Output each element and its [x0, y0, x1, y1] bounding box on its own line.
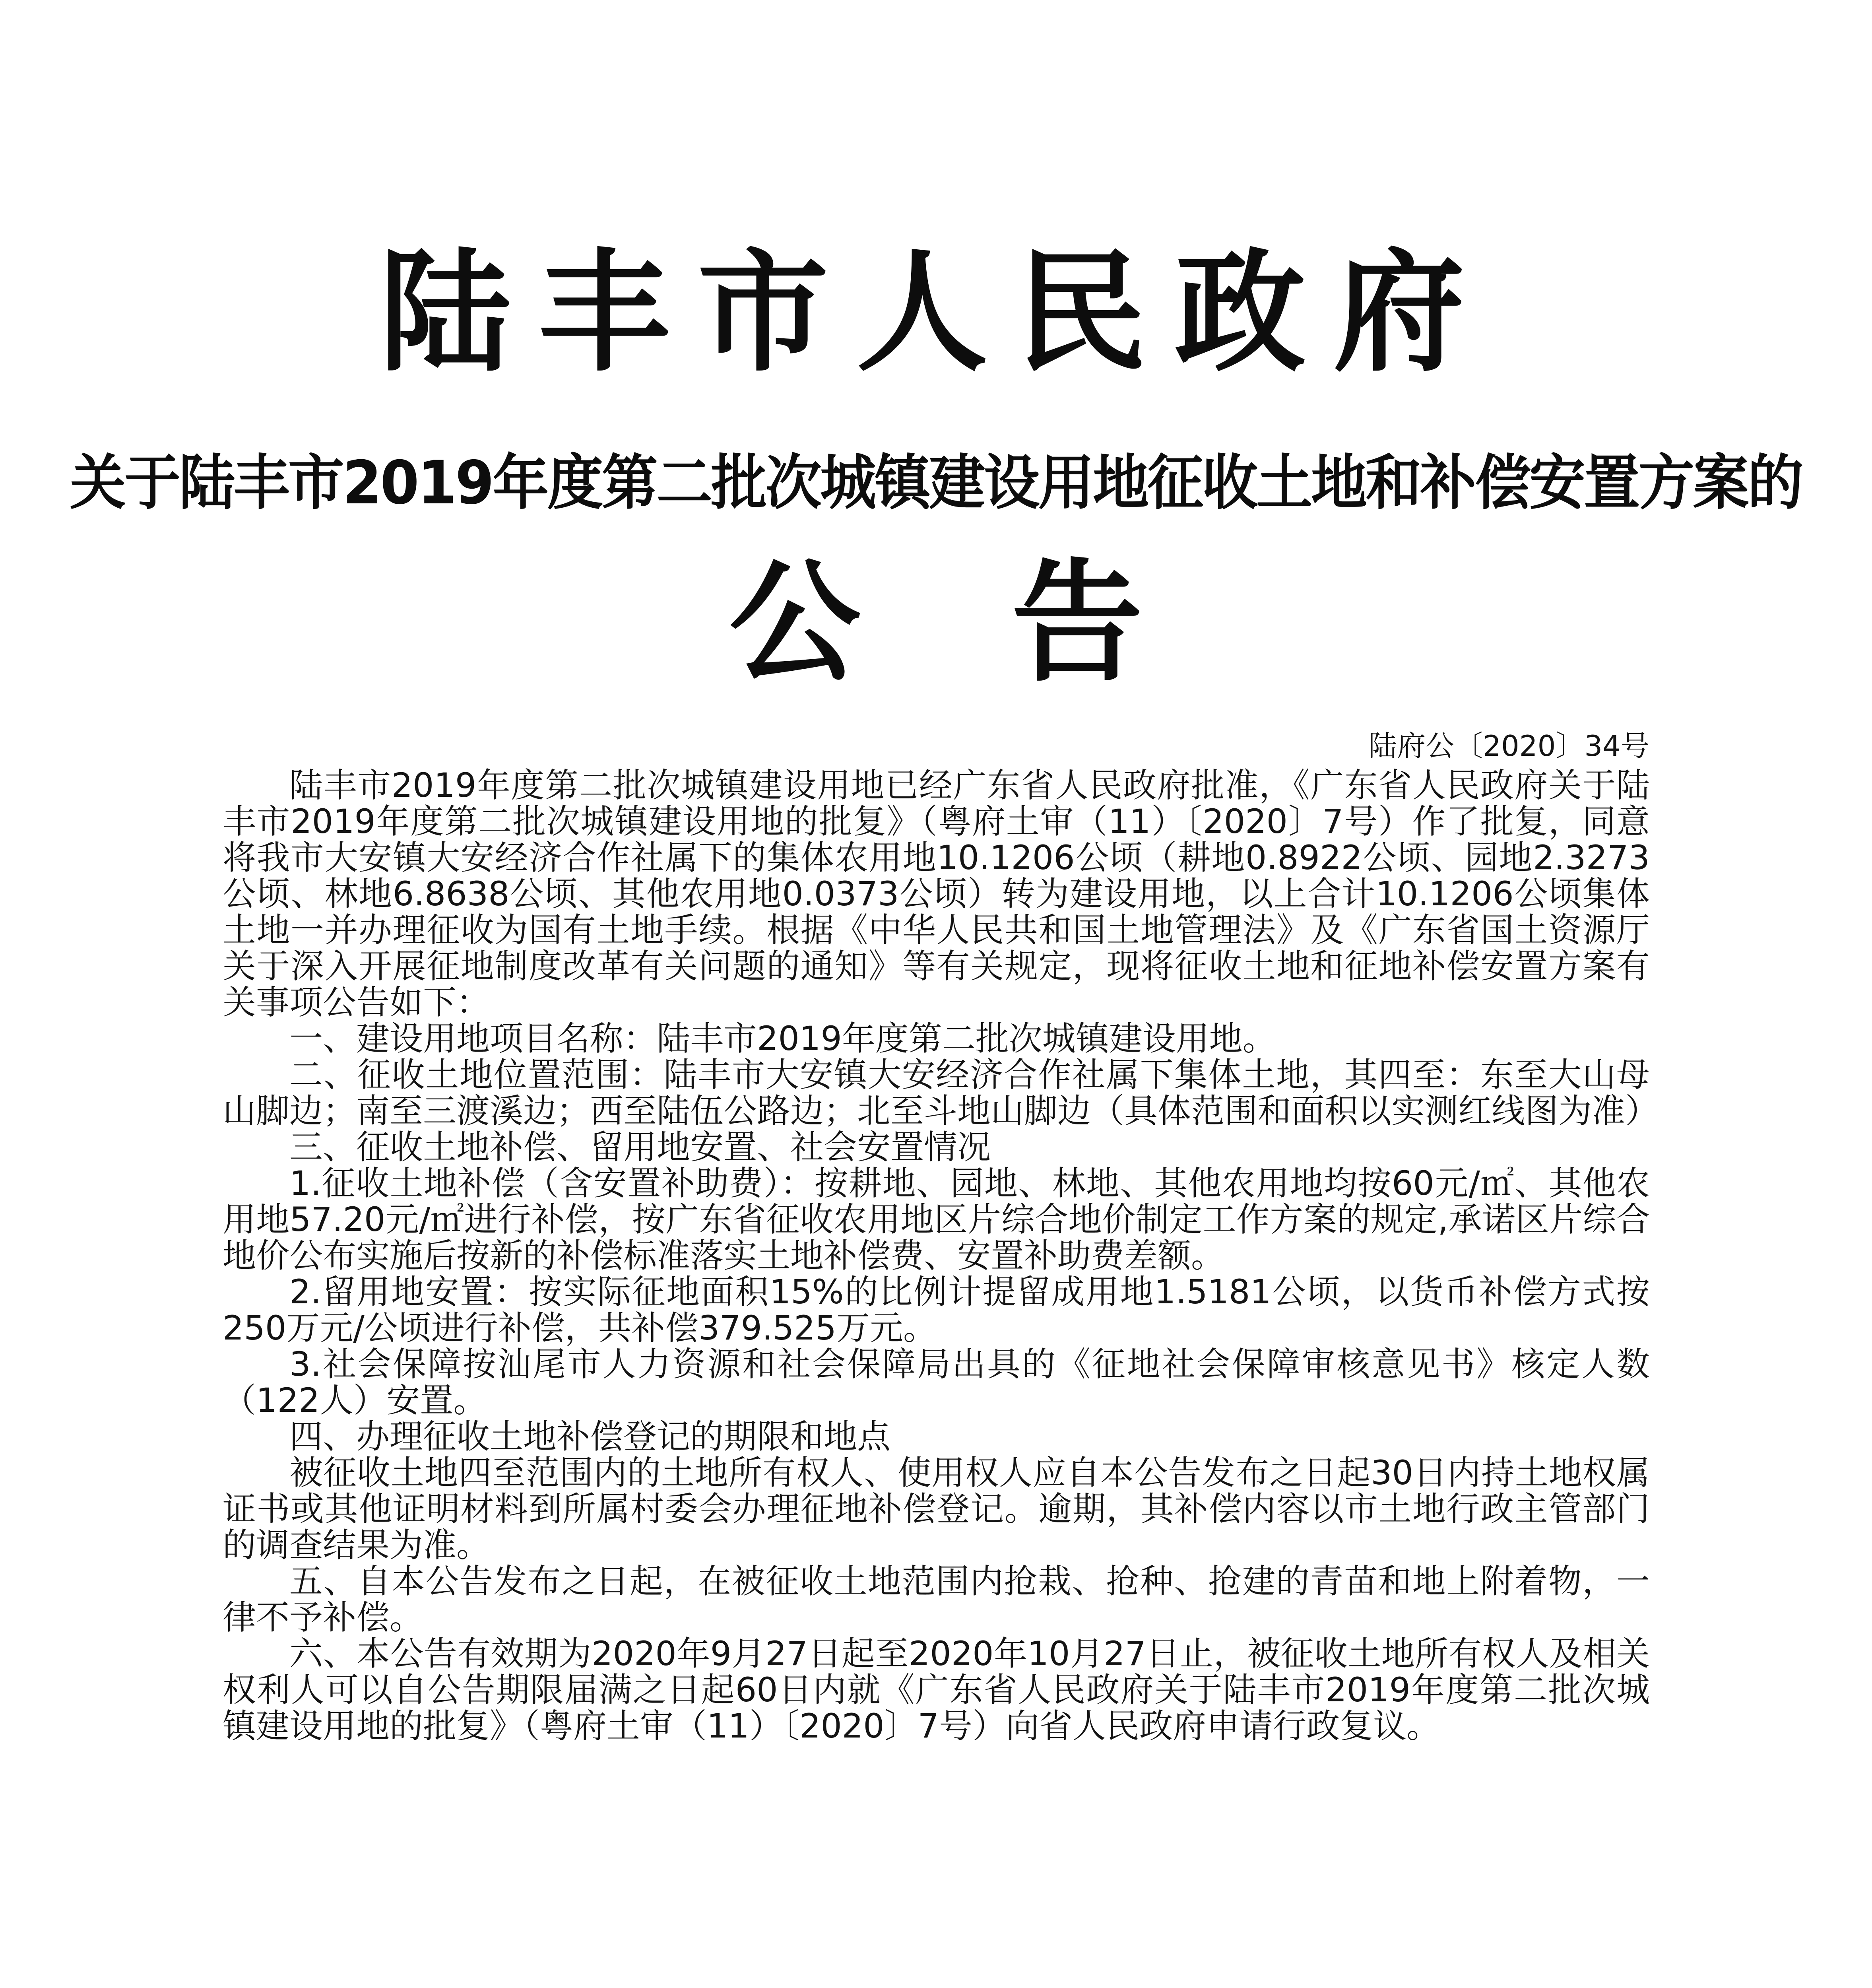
item-1: 一、建设用地项目名称：陆丰市2019年度第二批次城镇建设用地。: [289, 1019, 1276, 1058]
notice-subject: 关于陆丰市2019年度第二批次城镇建设用地征收土地和补偿安置方案的: [70, 448, 1802, 518]
item-2: 二、征收土地位置范围：陆丰市大安镇大安经济合作社属下集体土地，其四至：东至大山母山脚边；南至三渡溪边；西至陆伍公路边；北至斗地山脚边（具体范围和面积以实测红线图为准）: [223, 1055, 1659, 1130]
item-3-3: 3.社会保障按汕尾市人力资源和社会保障局出具的《征地社会保障审核意见书》核定人数（122人）安置。: [223, 1345, 1650, 1420]
document-number: 陆府公〔2020〕34号: [1368, 729, 1649, 763]
intro-paragraph: 陆丰市2019年度第二批次城镇建设用地已经广东省人民政府批准，《广东省人民政府关于陆丰市2019年度第二批次城镇建设用地的批复》（粤府土审（11）〔2020〕7号）作了批复，同意将我市大安镇大安经济合作社属下的集体农用地10.1206公顷（耕地0.8922公顷、园地2.3273公顷、林地6.8638公顷、其他农用地0.0373公顷）转为建设用地，以上合计10.1206公顷集体土地一并办理征收为国有土地手续。根据《中华人民共和国土地管理法》及《广东省国土资源厅关于深入开展征地制度改革有关问题的通知》等有关规定，现将征收土地和征地补偿安置方案有关事项公告如下：: [223, 766, 1650, 1022]
item-3-2: 2.留用地安置：按实际征地面积15%的比例计提留成用地1.5181公顷，以货币补偿方式按250万元/公顷进行补偿，共补偿379.525万元。: [223, 1272, 1650, 1347]
notice-body: [223, 766, 1659, 1745]
item-4-text: 被征收土地四至范围内的土地所有权人、使用权人应自本公告发布之日起30日内持土地权属证书或其他证明材料到所属村委会办理征地补偿登记。逾期，其补偿内容以市土地行政主管部门的调查结果为准。: [223, 1453, 1650, 1565]
notice-type-title: 公告: [729, 545, 1294, 699]
item-5: 五、自本公告发布之日起，在被征收土地范围内抢栽、抢种、抢建的青苗和地上附着物，一律不予补偿。: [223, 1562, 1650, 1637]
item-3-1: 1.征收土地补偿（含安置补助费）：按耕地、园地、林地、其他农用地均按60元/㎡、其他农用地57.20元/㎡进行补偿，按广东省征收农用地区片综合地价制定工作方案的规定,承诺区片综合地价公布实施后按新的补偿标准落实土地补偿费、安置补助费差额。: [223, 1164, 1650, 1275]
item-3-heading: 三、征收土地补偿、留用地安置、社会安置情况: [289, 1128, 991, 1167]
issuer-title: 陆丰市人民政府: [379, 235, 1493, 389]
item-6: 六、本公告有效期为2020年9月27日起至2020年10月27日止，被征收土地所有权人及相关权利人可以自公告期限届满之日起60日内就《广东省人民政府关于陆丰市2019年度第二批次城镇建设用地的批复》（粤府土审（11）〔2020〕7号）向省人民政府申请行政复议。: [223, 1634, 1650, 1745]
item-4-heading: 四、办理征收土地补偿登记的期限和地点: [289, 1417, 891, 1456]
